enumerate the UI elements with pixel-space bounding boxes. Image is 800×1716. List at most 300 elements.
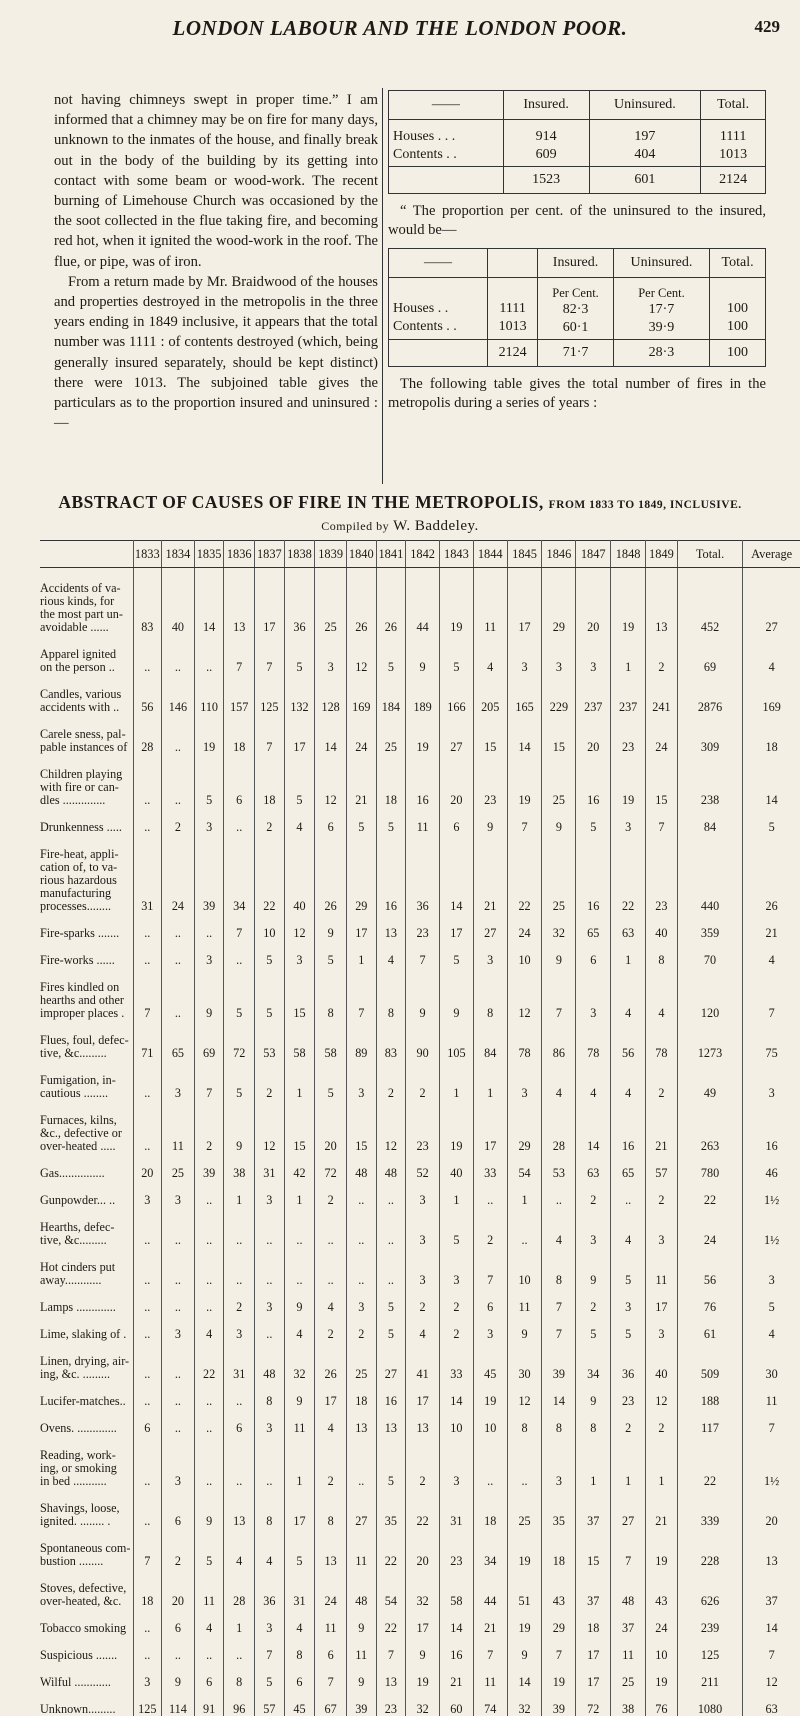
year-cell: 53 <box>542 1153 576 1180</box>
year-cell: 3 <box>611 807 646 834</box>
year-cell: 4 <box>284 1314 315 1341</box>
year-cell: 3 <box>439 1247 473 1287</box>
year-cell: 52 <box>406 1153 440 1180</box>
table-header-cell <box>487 249 537 278</box>
cause-label <box>40 1060 133 1100</box>
year-cell: 5 <box>439 634 473 674</box>
cause-label-line: ing, or smoking <box>40 1461 117 1475</box>
year-cell: 3 <box>576 967 611 1020</box>
year-cell: 36 <box>611 1341 646 1381</box>
year-cell: 17 <box>576 1635 611 1662</box>
year-cell: 9 <box>507 1314 542 1341</box>
year-cell: 8 <box>576 1408 611 1435</box>
total-cell: 84 <box>677 807 743 834</box>
average-cell: 3 <box>768 1086 775 1100</box>
year-cell: 23 <box>473 754 507 807</box>
year-cell: 48 <box>376 1153 406 1180</box>
average-cell: 13 <box>765 1554 778 1568</box>
year-cell: 7 <box>542 1635 576 1662</box>
year-cell: 12 <box>255 1100 285 1153</box>
cause-label-line: Flues, foul, defec- <box>40 1033 129 1047</box>
year-cell: 19 <box>439 1100 473 1153</box>
cause-label <box>40 754 133 807</box>
year-cell: 11 <box>346 1528 376 1568</box>
cell-value: 1013 <box>719 147 748 162</box>
year-cell: 19 <box>406 714 440 754</box>
year-cell: 4 <box>611 1207 646 1247</box>
year-cell: 67 <box>315 1689 347 1716</box>
table-row <box>40 1408 800 1435</box>
year-cell: 8 <box>542 1247 576 1287</box>
year-cell: 2 <box>376 1060 406 1100</box>
year-cell: 165 <box>507 674 542 714</box>
year-cell: 6 <box>162 1608 195 1635</box>
cause-label-line: Wilful ............ <box>40 1675 111 1689</box>
year-cell: 2 <box>576 1287 611 1314</box>
year-cell: 16 <box>376 1381 406 1408</box>
cause-label-line: Candles, various <box>40 687 122 701</box>
year-cell: 72 <box>224 1020 255 1060</box>
cause-label <box>40 940 133 967</box>
average-cell: 4 <box>768 953 775 967</box>
year-cell: 13 <box>224 568 255 635</box>
cause-label <box>40 1488 133 1528</box>
cause-label-line: Lamps ............. <box>40 1300 116 1314</box>
year-cell: 58 <box>439 1568 473 1608</box>
year-cell: 56 <box>133 674 162 714</box>
year-cell: 9 <box>315 913 347 940</box>
year-cell: 3 <box>162 1060 195 1100</box>
year-cell: 3 <box>194 807 224 834</box>
year-cell: 23 <box>611 714 646 754</box>
year-cell: 20 <box>133 1153 162 1180</box>
year-cell: .. <box>224 1207 255 1247</box>
year-cell: 3 <box>576 1207 611 1247</box>
table-header-row <box>40 541 800 568</box>
year-cell: 7 <box>315 1662 347 1689</box>
year-cell: 35 <box>376 1488 406 1528</box>
total-cell: 211 <box>677 1662 743 1689</box>
year-cell: 19 <box>507 1528 542 1568</box>
total-cell: 509 <box>677 1341 743 1381</box>
total-cell: 56 <box>677 1247 743 1287</box>
year-cell: 43 <box>542 1568 576 1608</box>
year-cell: 9 <box>439 967 473 1020</box>
cause-label <box>40 1435 133 1488</box>
year-cell: 14 <box>507 714 542 754</box>
table-row <box>40 1381 800 1408</box>
cause-label-line: Furnaces, kilns, <box>40 1113 117 1127</box>
cause-label-line: rious hazardous <box>40 873 117 887</box>
year-cell: 3 <box>284 940 315 967</box>
year-cell: 27 <box>346 1488 376 1528</box>
year-cell: 16 <box>406 754 440 807</box>
year-cell: 32 <box>406 1689 440 1716</box>
year-cell: 9 <box>576 1247 611 1287</box>
average-cell: 5 <box>768 1300 775 1314</box>
year-cell: .. <box>224 807 255 834</box>
average-cell: 75 <box>765 1046 778 1060</box>
year-cell: .. <box>162 967 195 1020</box>
average-cell: 63 <box>765 1702 778 1716</box>
year-cell: 6 <box>315 807 347 834</box>
year-cell: 34 <box>576 1341 611 1381</box>
year-cell: 13 <box>315 1528 347 1568</box>
cause-label-line: Fumigation, in- <box>40 1073 116 1087</box>
header-cause <box>40 541 133 568</box>
year-cell: 6 <box>224 754 255 807</box>
table-row <box>40 940 800 967</box>
causes-of-fire-table <box>40 540 800 1716</box>
year-cell: 23 <box>376 1689 406 1716</box>
year-cell: 7 <box>346 967 376 1020</box>
year-cell: 2 <box>611 1408 646 1435</box>
year-cell: 6 <box>133 1408 162 1435</box>
year-cell: 1 <box>224 1180 255 1207</box>
table-header-cell: —— <box>389 249 488 278</box>
year-cell: 1 <box>284 1060 315 1100</box>
year-cell: 5 <box>255 940 285 967</box>
total-cell: 2876 <box>677 674 743 714</box>
year-cell: 27 <box>439 714 473 754</box>
average-cell: 3 <box>768 1273 775 1287</box>
year-cell: 40 <box>284 834 315 913</box>
year-cell: 71 <box>133 1020 162 1060</box>
year-cell: 5 <box>576 1314 611 1341</box>
cell-value: 197 <box>634 129 656 144</box>
cause-label <box>40 1180 133 1207</box>
left-column-text <box>54 90 378 433</box>
year-cell: 15 <box>576 1528 611 1568</box>
year-cell: 18 <box>473 1488 507 1528</box>
year-cell: 10 <box>439 1408 473 1435</box>
year-cell: .. <box>224 940 255 967</box>
year-cell: 1 <box>507 1180 542 1207</box>
year-cell: 2 <box>439 1287 473 1314</box>
year-cell: .. <box>194 1207 224 1247</box>
total-cell: 22 <box>677 1435 743 1488</box>
year-cell: 65 <box>576 913 611 940</box>
year-cell: 3 <box>315 634 347 674</box>
cause-label <box>40 1662 133 1689</box>
year-cell: 7 <box>611 1528 646 1568</box>
year-cell: 4 <box>473 634 507 674</box>
year-cell: 19 <box>473 1381 507 1408</box>
row-labels <box>389 278 488 340</box>
year-cell: .. <box>133 940 162 967</box>
year-cell: 12 <box>315 754 347 807</box>
totals-row <box>389 340 766 367</box>
year-cell: 3 <box>194 940 224 967</box>
cause-label-line: on the person .. <box>40 660 115 674</box>
year-cell: 40 <box>646 913 678 940</box>
year-cell: 8 <box>315 967 347 1020</box>
year-cell: 29 <box>542 1608 576 1635</box>
year-cell: 2 <box>255 807 285 834</box>
year-cell: 20 <box>576 568 611 635</box>
year-cell: 31 <box>439 1488 473 1528</box>
year-cell: 11 <box>284 1408 315 1435</box>
year-cell: 13 <box>376 1662 406 1689</box>
total-cell: 49 <box>677 1060 743 1100</box>
header-year: Total. <box>677 541 743 568</box>
table-row <box>40 1528 800 1568</box>
year-cell: 7 <box>542 1287 576 1314</box>
year-cell: 105 <box>439 1020 473 1060</box>
year-cell: 15 <box>346 1100 376 1153</box>
year-cell: 39 <box>542 1689 576 1716</box>
cause-label <box>40 674 133 714</box>
year-cell: .. <box>346 1207 376 1247</box>
cause-label-line: Spontaneous com- <box>40 1541 131 1555</box>
year-cell: 26 <box>315 834 347 913</box>
year-cell: 7 <box>133 1528 162 1568</box>
column-divider <box>382 88 383 484</box>
year-cell: 8 <box>255 1381 285 1408</box>
cause-label-line: over-heated, &c. <box>40 1594 122 1608</box>
year-cell: 48 <box>255 1341 285 1381</box>
year-cell: 23 <box>406 913 440 940</box>
year-cell: 6 <box>576 940 611 967</box>
year-cell: 8 <box>284 1635 315 1662</box>
year-cell: 90 <box>406 1020 440 1060</box>
year-cell: .. <box>507 1207 542 1247</box>
year-cell: 25 <box>542 754 576 807</box>
quote-paragraph: “ The proportion per cent. of the uninsured to the insured, would be— <box>388 203 766 238</box>
total-cell: 626 <box>677 1568 743 1608</box>
year-cell: 63 <box>611 913 646 940</box>
header-year: Average <box>743 541 800 568</box>
total-cell: 239 <box>677 1608 743 1635</box>
year-cell: 3 <box>346 1287 376 1314</box>
total-cell: 22 <box>677 1180 743 1207</box>
year-cell: 9 <box>406 1635 440 1662</box>
year-cell: .. <box>133 754 162 807</box>
year-cell: 11 <box>646 1247 678 1287</box>
year-cell: 83 <box>376 1020 406 1060</box>
average-cell: 14 <box>765 793 778 807</box>
year-cell: .. <box>133 913 162 940</box>
total-cell: 780 <box>677 1153 743 1180</box>
total-uninsured-percent: 28·3 <box>613 340 709 367</box>
cause-label <box>40 1207 133 1247</box>
year-cell: 10 <box>255 913 285 940</box>
year-cell: .. <box>473 1180 507 1207</box>
cause-label-line: accidents with .. <box>40 700 120 714</box>
header-year: 1834 <box>162 541 195 568</box>
year-cell: 7 <box>255 714 285 754</box>
year-cell: 5 <box>376 1435 406 1488</box>
total-cell: 263 <box>677 1100 743 1153</box>
cause-label-line: Carele sness, pal- <box>40 727 126 741</box>
table-row <box>389 120 766 167</box>
year-cell: 18 <box>224 714 255 754</box>
cause-label-line: Lucifer-matches.. <box>40 1394 126 1408</box>
year-cell: 9 <box>194 1488 224 1528</box>
cause-label <box>40 1381 133 1408</box>
year-cell: 34 <box>473 1528 507 1568</box>
year-cell: .. <box>162 1207 195 1247</box>
total-cell: 188 <box>677 1381 743 1408</box>
year-cell: 17 <box>284 714 315 754</box>
year-cell: 8 <box>507 1408 542 1435</box>
year-cell: 11 <box>507 1287 542 1314</box>
table-row <box>40 1689 800 1716</box>
year-cell: 2 <box>576 1180 611 1207</box>
cause-label-line: Shavings, loose, <box>40 1501 120 1515</box>
year-cell: 3 <box>133 1662 162 1689</box>
year-cell: 128 <box>315 674 347 714</box>
year-cell: 19 <box>194 714 224 754</box>
cell-value: 1013 <box>498 319 527 334</box>
total-cell: 309 <box>677 714 743 754</box>
header-year: 1843 <box>439 541 473 568</box>
year-cell: 31 <box>224 1341 255 1381</box>
total-uninsured: 601 <box>589 167 701 194</box>
year-cell: 57 <box>255 1689 285 1716</box>
year-cell: 7 <box>224 634 255 674</box>
cause-label-line: &c., defective or <box>40 1126 122 1140</box>
year-cell: 19 <box>542 1662 576 1689</box>
year-cell: 6 <box>473 1287 507 1314</box>
year-cell: 39 <box>346 1689 376 1716</box>
year-cell: 4 <box>376 940 406 967</box>
total-cell: 1080 <box>677 1689 743 1716</box>
year-cell: .. <box>133 1287 162 1314</box>
year-cell: 4 <box>576 1060 611 1100</box>
row-label: Houses . . <box>393 301 449 316</box>
cause-label <box>40 1100 133 1153</box>
cause-label-line: away............ <box>40 1273 102 1287</box>
year-cell: 83 <box>133 568 162 635</box>
average-cell: 37 <box>765 1594 778 1608</box>
year-cell: 18 <box>346 1381 376 1408</box>
year-cell: 4 <box>611 1060 646 1100</box>
year-cell: 5 <box>611 1247 646 1287</box>
year-cell: .. <box>133 807 162 834</box>
year-cell: 17 <box>255 568 285 635</box>
insured-counts-table <box>388 90 766 194</box>
average-cell: 1½ <box>764 1233 780 1247</box>
cause-label <box>40 1408 133 1435</box>
year-cell: 25 <box>376 714 406 754</box>
year-cell: 132 <box>284 674 315 714</box>
year-cell: 25 <box>542 834 576 913</box>
cause-label-line: Stoves, defective, <box>40 1581 127 1595</box>
cause-label-line: rious kinds, for <box>40 594 115 608</box>
year-cell: .. <box>162 1341 195 1381</box>
year-cell: 5 <box>315 1060 347 1100</box>
table-row <box>40 834 800 913</box>
year-cell: 25 <box>346 1341 376 1381</box>
year-cell: 17 <box>315 1381 347 1408</box>
cause-label <box>40 1608 133 1635</box>
year-cell: 65 <box>611 1153 646 1180</box>
uninsured-percent-values <box>613 278 709 340</box>
year-cell: .. <box>133 1314 162 1341</box>
average-cell: 11 <box>765 1394 778 1408</box>
year-cell: 28 <box>224 1568 255 1608</box>
year-cell: 15 <box>542 714 576 754</box>
year-cell: 32 <box>507 1689 542 1716</box>
year-cell: 22 <box>255 834 285 913</box>
year-cell: 15 <box>646 754 678 807</box>
year-cell: 76 <box>646 1689 678 1716</box>
year-cell: 4 <box>646 967 678 1020</box>
year-cell: 11 <box>162 1100 195 1153</box>
year-cell: 48 <box>346 1153 376 1180</box>
year-cell: 189 <box>406 674 440 714</box>
year-cell: 9 <box>284 1381 315 1408</box>
cause-label-line: Reading, work- <box>40 1448 116 1462</box>
average-cell: 20 <box>765 1514 778 1528</box>
table-row <box>40 674 800 714</box>
year-cell: 14 <box>576 1100 611 1153</box>
year-cell: 10 <box>473 1408 507 1435</box>
cause-label-line: Apparel ignited <box>40 647 117 661</box>
cause-label-line: Accidents of va- <box>40 581 121 595</box>
year-cell: 21 <box>473 834 507 913</box>
insured-percent-values <box>538 278 614 340</box>
year-cell: 14 <box>194 568 224 635</box>
year-cell: 9 <box>406 967 440 1020</box>
average-cell: 30 <box>765 1367 778 1381</box>
per-cent-label: Per Cent. <box>552 286 599 300</box>
average-cell: 12 <box>765 1675 778 1689</box>
paragraph: From a return made by Mr. Braidwood of the houses and properties destroyed in the metropolis in the three years ending in 1849 inclusive, it appears that the total number was 1111 : of contents destroyed (which, being generally insured separately, should be kept distinct) there were 1013. The subjoined table gives the particulars as to the proportion insured and uninsured :— <box>54 273 378 432</box>
table-row <box>40 1287 800 1314</box>
year-cell: 6 <box>194 1662 224 1689</box>
table-row <box>40 1608 800 1635</box>
row-label: Contents . . <box>393 319 457 334</box>
year-cell: 14 <box>315 714 347 754</box>
year-cell: 26 <box>315 1341 347 1381</box>
total-cell: 1273 <box>677 1020 743 1060</box>
year-cell: .. <box>133 634 162 674</box>
year-cell: .. <box>162 1247 195 1287</box>
year-cell: 1 <box>346 940 376 967</box>
year-cell: 1 <box>284 1435 315 1488</box>
year-cell: 21 <box>439 1662 473 1689</box>
total-insured-percent: 71·7 <box>538 340 614 367</box>
year-cell: 51 <box>507 1568 542 1608</box>
year-cell: .. <box>194 1287 224 1314</box>
year-cell: 9 <box>473 807 507 834</box>
year-cell: 3 <box>507 634 542 674</box>
year-cell: 9 <box>284 1287 315 1314</box>
year-cell: 13 <box>224 1488 255 1528</box>
total-cell: 76 <box>677 1287 743 1314</box>
header-year: 1846 <box>542 541 576 568</box>
header-year: 1842 <box>406 541 440 568</box>
year-cell: 31 <box>284 1568 315 1608</box>
year-cell: 11 <box>473 1662 507 1689</box>
year-cell: 72 <box>576 1689 611 1716</box>
year-cell: 19 <box>507 754 542 807</box>
year-cell: 10 <box>507 1247 542 1287</box>
header-year: 1847 <box>576 541 611 568</box>
compiled-by-prefix: Compiled by <box>321 519 390 533</box>
average-cell: 4 <box>768 660 775 674</box>
total-cell: 339 <box>677 1488 743 1528</box>
year-cell: 17 <box>473 1100 507 1153</box>
year-cell: 5 <box>439 940 473 967</box>
year-cell: 74 <box>473 1689 507 1716</box>
year-cell: 37 <box>611 1608 646 1635</box>
year-cell: 2 <box>162 807 195 834</box>
year-cell: 23 <box>439 1528 473 1568</box>
year-cell: 13 <box>376 1408 406 1435</box>
